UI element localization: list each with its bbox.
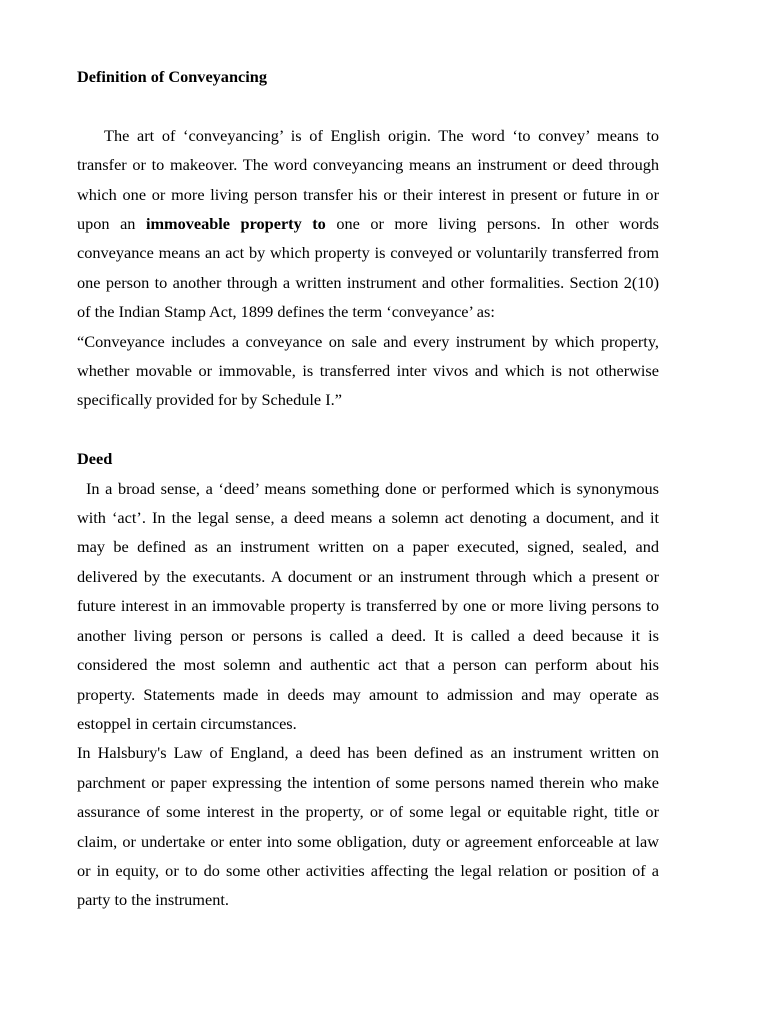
paragraph-halsbury-definition: In Halsbury's Law of England, a deed has been defined as an instrument written on parchment or paper expressing the intention of some persons named therein who make assurance of some interest in the property, or of some legal or equitable right, title or claim, or undertake or enter into some obligation, duty or agreement enforceable at law or in equity, or to do some other activities affecting the legal relation or position of a party to the instrument.	[77, 743, 659, 910]
document-page	[77, 62, 659, 915]
quoted-definition: “Conveyance includes a conveyance on sale and every instrument by which property, whether movable or immovable, is transferred inter vivos and which is not otherwise specifically provided for by Schedule I.”	[77, 331, 659, 410]
paragraph-text-start: The art of ‘conveyancing’ is of English origin. The word ‘to convey’ means to transfer or to makeover. The word conveyancing means an instrument or deed through which one or more living person transfer his or their interest in present or future in or upon an	[77, 125, 659, 234]
paragraph-deed-meaning: In a broad sense, a ‘deed’ means something done or performed which is synonymous with ‘act’. In the legal sense, a deed means a solemn act denoting a document, and it may be defined as an instrument written on a paper executed, signed, sealed, and delivered by the executants. A document or an instrument through which a present or future interest in an immovable property is transferred by one or more living persons to another living person or persons is called a deed. It is called a deed because it is considered the most solemn and authentic act that a person can perform about his property. Statements made in deeds may amount to admission and may operate as estoppel in certain circumstances.	[77, 478, 659, 733]
section-heading-conveyancing: Definition of Conveyancing	[77, 67, 267, 86]
paragraph-conveyancing-definition	[77, 121, 659, 327]
paragraph-text-end: one or more living persons. In other words conveyance means an act by which property is conveyed or voluntarily transferred from one person to another through a written instrument and other formalities. Section 2(10) of the Indian Stamp Act, 1899 defines the term ‘conveyance’ as:	[77, 214, 659, 322]
blank-line	[77, 415, 659, 444]
blank-line	[77, 91, 659, 120]
section-heading-deed: Deed	[77, 449, 113, 469]
bold-phrase: immoveable property to	[145, 214, 326, 234]
